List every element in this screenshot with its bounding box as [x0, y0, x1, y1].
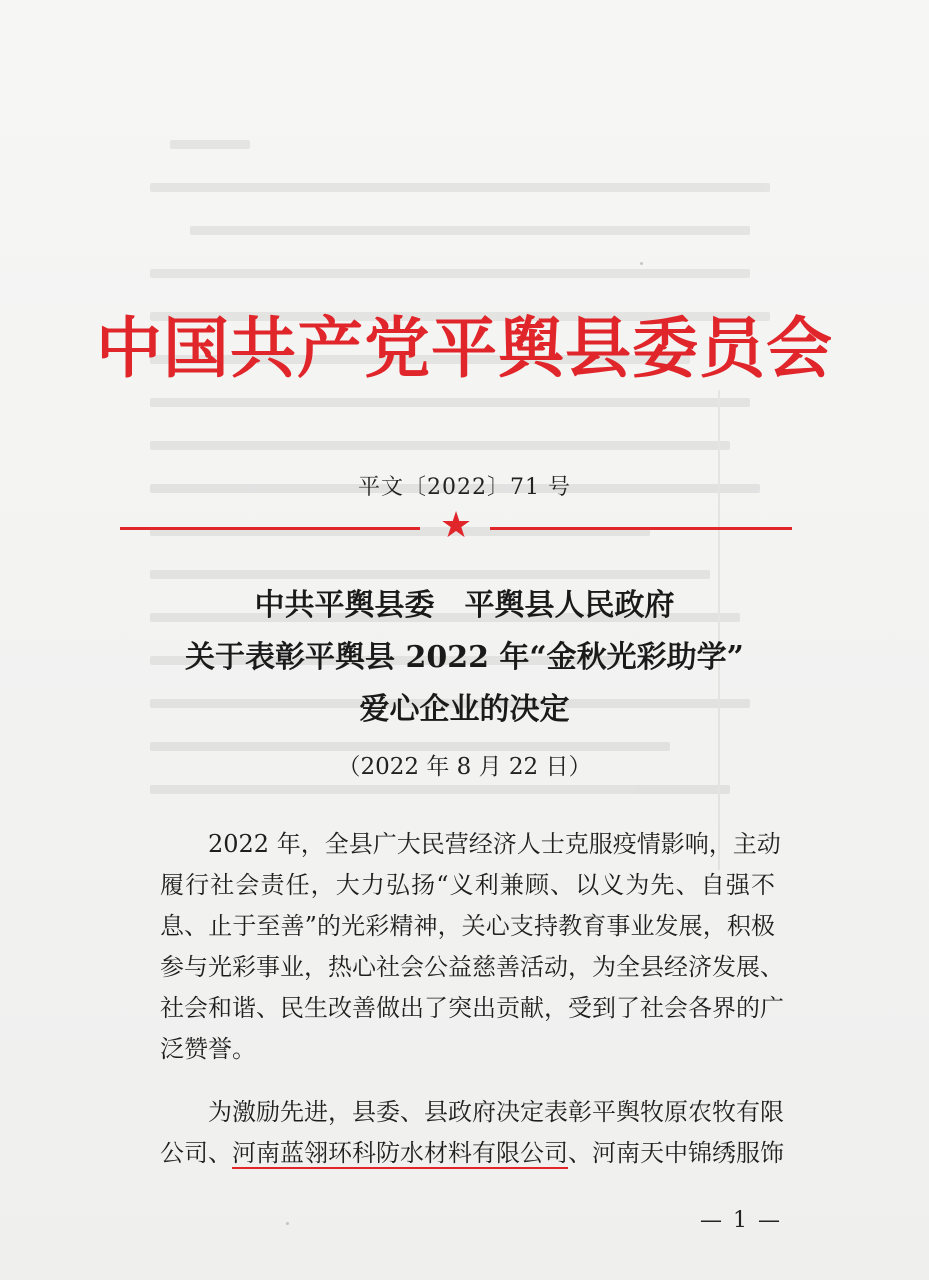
- text-line: 履行社会责任，大力弘扬“义利兼顾、以义为先、自强不: [160, 871, 775, 899]
- text-line: 社会和谐、民生改善做出了突出贡献，受到了社会各界的广: [160, 994, 784, 1022]
- text-segment: 、河南天中锦绣服饰: [568, 1139, 784, 1167]
- text-line: 息、止于至善”的光彩精神，关心支持教育事业发展，积极: [160, 912, 775, 940]
- ghost-line: [150, 269, 750, 278]
- issuer-header: 中国共产党平舆县委员会: [96, 309, 833, 387]
- document-number: 平文〔2022〕71 号: [358, 475, 571, 500]
- document-title: [0, 580, 929, 736]
- red-star-icon: ★: [439, 505, 473, 546]
- red-divider: [120, 505, 792, 550]
- highlighted-company-name: 河南蓝翎环科防水材料有限公司: [232, 1139, 568, 1167]
- text-line: 为激励先进，县委、县政府决定表彰平舆牧原农牧有限: [160, 1098, 784, 1126]
- title-line-2: 关于表彰平舆县 2022 年“金秋光彩助学”: [185, 640, 744, 675]
- text-line: 参与光彩事业，热心社会公益慈善活动，为全县经济发展、: [160, 953, 784, 981]
- ghost-line: [170, 140, 250, 149]
- divider-line-left: [120, 527, 420, 530]
- paper-speck: [640, 262, 643, 265]
- title-line-1: 中共平舆县委 平舆县人民政府: [254, 588, 675, 623]
- divider-line-right: [490, 527, 792, 530]
- ghost-line: [150, 183, 770, 192]
- ghost-line: [150, 441, 730, 450]
- text-line: 2022 年，全县广大民营经济人士克服疫情影响，主动: [160, 830, 781, 858]
- text-segment: 公司、: [160, 1139, 232, 1167]
- ghost-line: [150, 570, 710, 579]
- text-line: [160, 1133, 784, 1174]
- text-line: 泛赞誉。: [160, 1035, 256, 1063]
- ghost-line: [190, 226, 750, 235]
- page-number: — 1 —: [700, 1208, 782, 1233]
- ghost-line: [150, 398, 750, 407]
- title-line-3: 爱心企业的决定: [359, 692, 570, 727]
- paragraph-2: [160, 1092, 784, 1174]
- paper-speck: [286, 1222, 289, 1225]
- document-date: （2022 年 8 月 22 日）: [337, 754, 592, 780]
- paragraph-1: [160, 824, 784, 1070]
- ghost-line: [150, 785, 730, 794]
